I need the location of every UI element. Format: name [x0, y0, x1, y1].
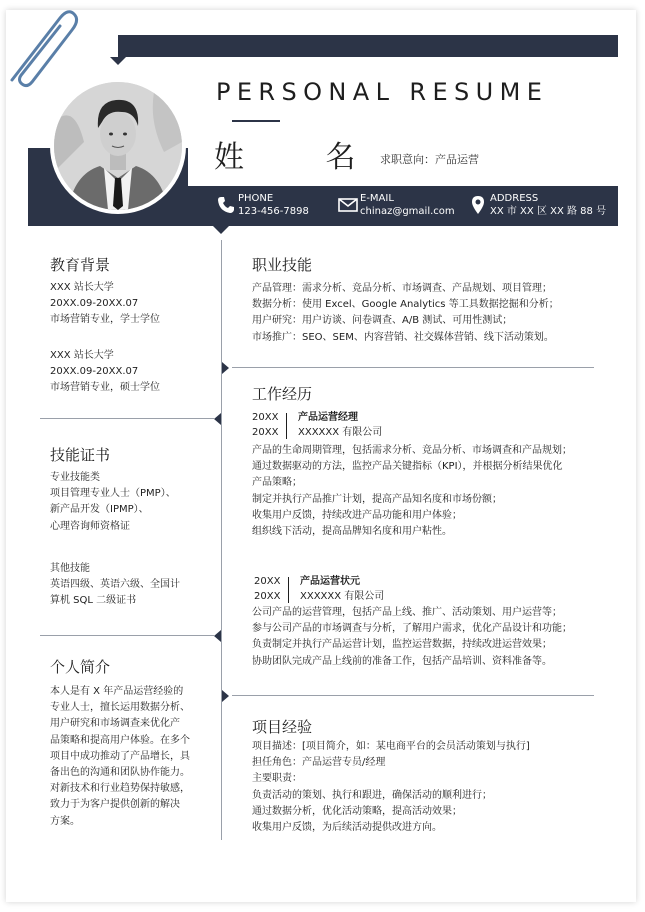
certificates-pro [50, 470, 176, 535]
cert-item: 英语四级、英语六级、全国计 [50, 579, 180, 591]
divider-marker [222, 690, 229, 702]
profile-text [50, 684, 190, 830]
job-duties [252, 443, 572, 540]
column-divider [221, 240, 222, 840]
skill-line: 用户研究：用户访谈、问卷调查、A/B 测试、可用性测试； [252, 315, 513, 327]
location-pin-icon [468, 195, 488, 215]
section-rule [40, 418, 215, 419]
section-rule [232, 695, 594, 696]
title-underline [232, 120, 280, 122]
address-value: XX 市 XX 区 XX 路 88 号 [490, 206, 607, 217]
cert-item: 新产品开发（IPMP）、 [50, 504, 149, 516]
profile-line: 对新技术和行业趋势保持敏感， [50, 783, 190, 795]
header-top-bar [118, 35, 618, 57]
work-title: 工作经历 [252, 385, 313, 403]
duty-line: 公司产品的运营管理，包括产品上线、推广、活动策划、用户运营等； [252, 607, 562, 618]
profile-line: 备出色的沟通和团队协作能力。 [50, 767, 190, 779]
duty-line: 通过数据驱动的方法，监控产品关键指标（KPI），并根据分析结果优化 [252, 461, 563, 473]
education-degree: 市场营销专业，学士学位 [50, 314, 160, 326]
job-duties [252, 605, 572, 670]
duty-line: 参与公司产品的市场调查与分析，了解用户需求，优化产品设计和功能； [252, 623, 572, 635]
contact-notch [213, 226, 229, 234]
section-rule [232, 367, 594, 368]
job-header [252, 410, 552, 442]
project-line: 收集用户反馈，为后续活动提供改进方向。 [252, 822, 442, 834]
job-end: 20XX [254, 591, 281, 602]
certificates-title: 技能证书 [50, 446, 111, 464]
job-start: 20XX [254, 576, 281, 587]
job-role: 产品运营状元 [300, 576, 360, 587]
education-title: 教育背景 [50, 256, 111, 274]
paperclip-icon [2, 0, 82, 90]
project-line: 主要职责： [252, 773, 302, 785]
duty-line: 组织线下活动，提高品牌知名度和用户粘性。 [252, 526, 452, 538]
email-label: E-MAIL [360, 193, 394, 204]
header-notch [110, 57, 126, 65]
project-line: 通过数据分析，优化活动策略，提高活动效果； [252, 805, 462, 817]
phone-icon [216, 195, 236, 215]
email-value: chinaz@gmail.com [360, 206, 455, 217]
job-role: 产品运营经理 [298, 412, 358, 423]
project-line: 担任角色：产品运营专员/经理 [252, 757, 386, 769]
skills-list [252, 281, 559, 346]
job-header [254, 574, 554, 606]
job-company: XXXXXX 有限公司 [298, 427, 383, 438]
skill-line: 数据分析：使用 Excel、Google Analytics 等工具数据挖掘和分析； [252, 299, 559, 311]
address-label: ADDRESS [490, 193, 539, 204]
project-line: 负责活动的策划、执行和跟进，确保活动的顺利进行； [252, 789, 492, 801]
mail-icon [338, 195, 358, 215]
skill-line: 产品管理：需求分析、竞品分析、市场调查、产品规划、项目管理； [252, 283, 552, 294]
job-divider [288, 577, 289, 603]
resume-title: PERSONAL RESUME [216, 78, 549, 106]
job-divider [286, 413, 287, 439]
profile-line: 致力于为客户提供创新的解决 [50, 799, 180, 811]
education-entry [50, 348, 160, 397]
cert-item: 算机 SQL 二级证书 [50, 595, 137, 607]
cert-heading: 其他技能 [50, 563, 90, 574]
phone-label: PHONE [238, 193, 274, 204]
projects-text [252, 739, 530, 836]
education-entry [50, 280, 160, 329]
profile-line: 品策略和提高用户体验。在多个 [50, 734, 190, 746]
duty-line: 收集用户反馈，持续改进产品功能和用户体验； [252, 509, 462, 521]
education-school: XXX 站长大学 [50, 350, 114, 361]
duty-line: 负责制定并执行产品运营计划，监控运营数据，持续改进运营效果； [252, 639, 552, 651]
duty-line: 产品的生命周期管理，包括需求分析、竞品分析、市场调查和产品规划； [252, 445, 572, 456]
project-line: 项目描述：[项目简介，如：某电商平台的会员活动策划与执行] [252, 741, 530, 752]
profile-line: 专业人士，擅长运用数据分析、 [50, 702, 190, 714]
divider-marker [214, 630, 221, 642]
profile-photo [50, 78, 186, 214]
education-period: 20XX.09-20XX.07 [50, 366, 139, 378]
profile-title: 个人简介 [50, 658, 111, 676]
certificates-other [50, 561, 180, 610]
cert-heading: 专业技能类 [50, 472, 100, 483]
education-school: XXX 站长大学 [50, 282, 114, 293]
profile-line: 项目中成功推动了产品增长，具 [50, 750, 190, 762]
education-degree: 市场营销专业，硕士学位 [50, 382, 160, 394]
profile-line: 方案。 [50, 815, 80, 827]
skill-line: 市场推广：SEO、SEM、内容营销、社交媒体营销、线下活动策划。 [252, 331, 554, 343]
profile-line: 用户研究和市场调查来优化产 [50, 718, 180, 730]
profile-line: 本人是有 X 年产品运营经验的 [50, 686, 184, 697]
candidate-name: 姓 名 [214, 140, 392, 175]
duty-line: 制定并执行产品推广计划，提高产品知名度和市场份额； [252, 493, 502, 505]
projects-title: 项目经验 [252, 718, 313, 736]
job-company: XXXXXX 有限公司 [300, 591, 385, 602]
phone-value: 123-456-7898 [238, 206, 309, 217]
job-end: 20XX [252, 427, 279, 438]
education-period: 20XX.09-20XX.07 [50, 298, 139, 310]
duty-line: 协助团队完成产品上线前的准备工作，包括产品培训、资料准备等。 [252, 655, 552, 667]
duty-line: 产品策略； [252, 477, 302, 489]
section-rule [40, 635, 215, 636]
cert-item: 项目管理专业人士（PMP）、 [50, 488, 176, 500]
cert-item: 心理咨询师资格证 [50, 520, 130, 532]
job-intent: 求职意向：产品运营 [380, 153, 479, 166]
divider-marker [214, 413, 221, 425]
divider-marker [222, 362, 229, 374]
skills-title: 职业技能 [252, 256, 313, 274]
job-start: 20XX [252, 412, 279, 423]
